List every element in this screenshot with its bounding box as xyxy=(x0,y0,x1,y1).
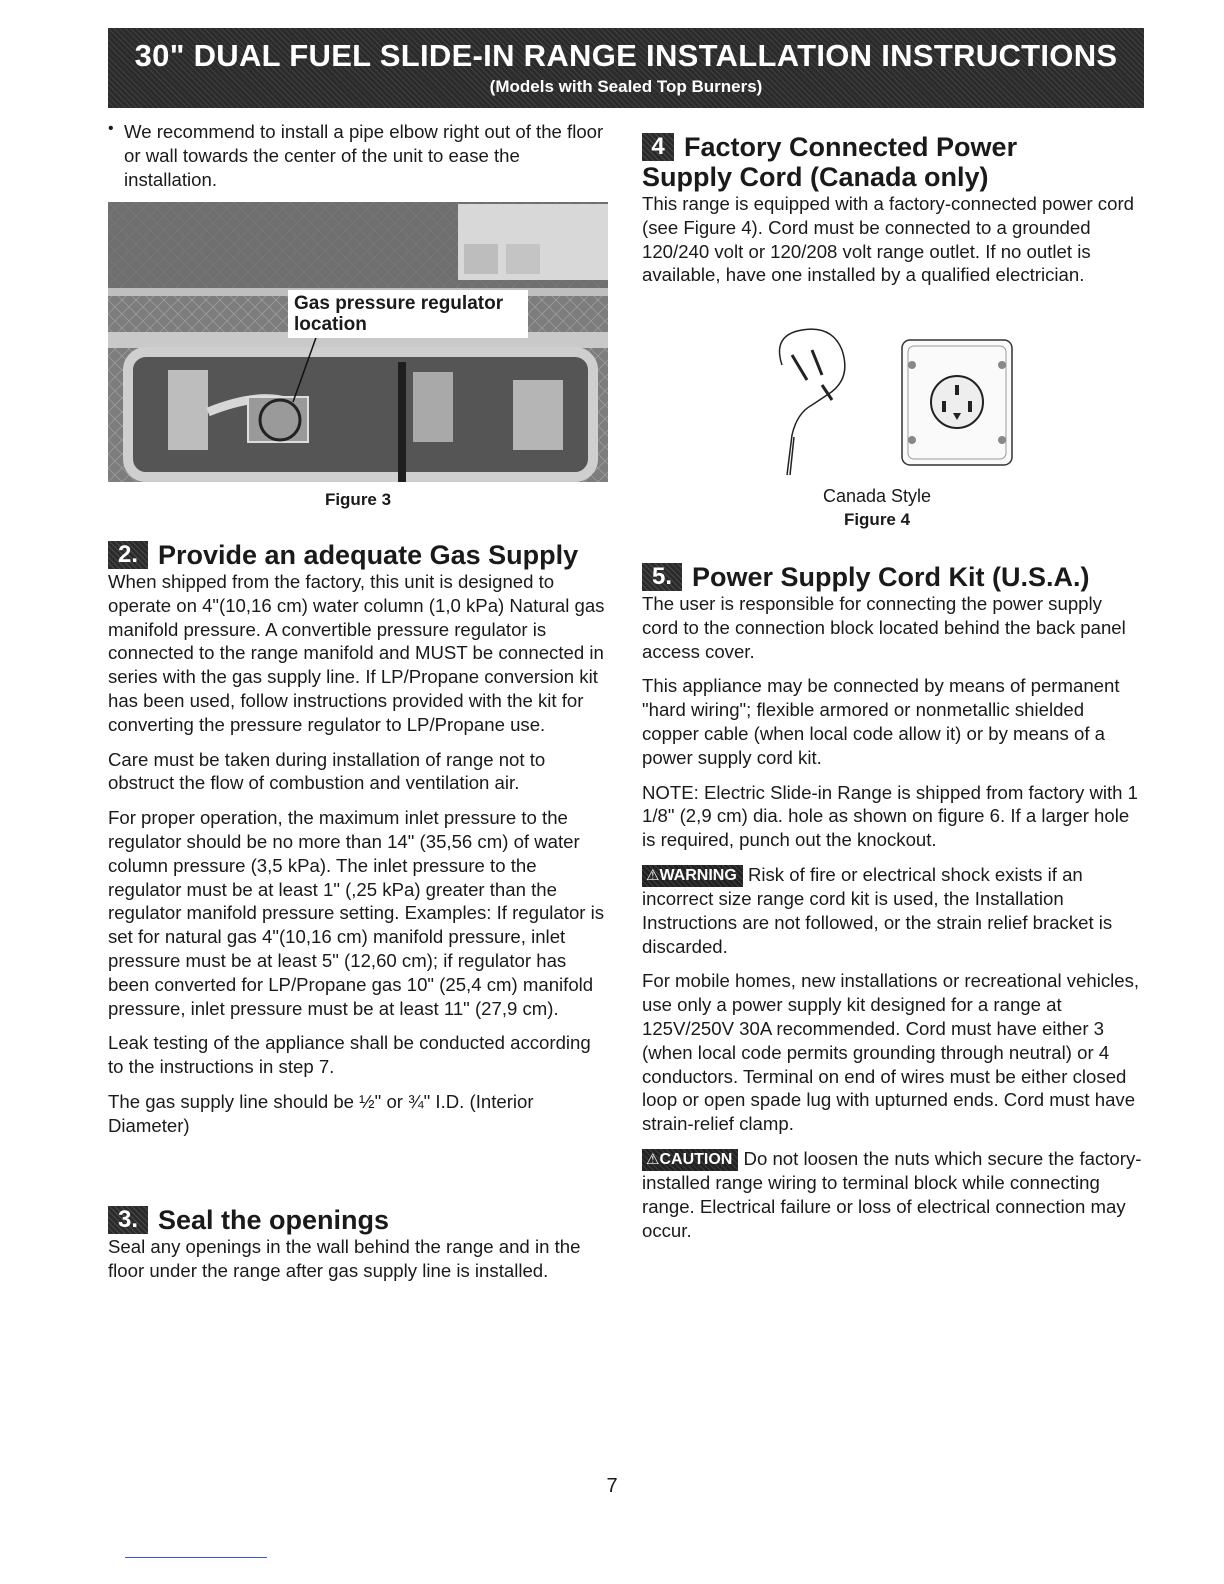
step5-paragraph: For mobile homes, new installations or recreational vehicles, use only a power supply kit designed for a range at 125V/250V 30A recommended. Cord must have either 3 (when local code permits grounding through neutral) or 4 conductors. Terminal on end of wires must be either closed loop or open spade lug with upturned ends. Cord must have strain-relief clamp. xyxy=(642,970,1140,1135)
step4-title-line2: Supply Cord (Canada only) xyxy=(642,162,989,192)
page-number: 7 xyxy=(606,1475,618,1497)
bullet-text: We recommend to install a pipe elbow right out of the floor or wall towards the center of the unit to ease the installation. xyxy=(124,121,604,190)
step5-heading xyxy=(642,562,1142,592)
figure3-photo xyxy=(108,202,608,482)
bullet-dot: • xyxy=(108,120,114,137)
footer-rule xyxy=(125,1557,267,1558)
step5-section xyxy=(642,562,1142,1242)
step5-number: 5. xyxy=(642,563,682,591)
bullet-item xyxy=(108,120,608,191)
figure4-style-label: Canada Style xyxy=(822,486,932,506)
range-underside-illustration xyxy=(108,202,608,482)
warning-text: Risk of fire or electrical shock exists if an incorrect size range cord kit is used, the Installation Instructions are not followed, or the strain relief bracket is discarded. xyxy=(642,863,1113,957)
step2-section xyxy=(108,540,608,1138)
page-subtitle: (Models with Sealed Top Burners) xyxy=(489,77,763,96)
caution-badge xyxy=(642,1149,738,1171)
figure4-illustration xyxy=(752,325,1032,480)
step3-section xyxy=(108,1205,608,1283)
step2-heading xyxy=(108,540,608,570)
step2-number: 2. xyxy=(108,541,148,569)
plug-and-outlet-icon xyxy=(752,325,1032,480)
step4-title-line1: Factory Connected Power xyxy=(684,132,1018,162)
warning-icon: ⚠ xyxy=(646,866,660,884)
step5-paragraph: This appliance may be connected by means of permanent "hard wiring"; flexible armored or nonmetallic shielded copper cable (when local code allow it) or by means of a power supply cord kit. xyxy=(642,675,1120,768)
step4-section xyxy=(642,132,1142,287)
step5-title: Power Supply Cord Kit (U.S.A.) xyxy=(692,562,1090,592)
step4-paragraph: This range is equipped with a factory-connected power cord (see Figure 4). Cord must be connected to a grounded 120/240 volt or 120/208 volt range outlet. If no outlet is available, have one installed by a qualified electrician. xyxy=(642,193,1134,286)
step4-heading-line2 xyxy=(642,162,1142,192)
step4-number: 4 xyxy=(642,133,674,161)
step2-paragraph: Leak testing of the appliance shall be conducted according to the instructions in step 7. xyxy=(108,1032,591,1078)
step2-title: Provide an adequate Gas Supply xyxy=(158,540,579,570)
step5-paragraph: NOTE: Electric Slide-in Range is shipped from factory with 1 1/8" (2,9 cm) dia. hole as shown on figure 6. If a larger hole is required, punch out the knockout. xyxy=(642,781,1139,851)
figure4-caption: Figure 4 xyxy=(843,510,911,529)
warning-badge-label: WARNING xyxy=(659,866,737,884)
page-title: 30" DUAL FUEL SLIDE-IN RANGE INSTALLATION INSTRUCTIONS xyxy=(134,38,1118,73)
step3-heading xyxy=(108,1205,608,1235)
step2-paragraph: When shipped from the factory, this unit is designed to operate on 4"(10,16 cm) water column (1,0 kPa) Natural gas manifold pressure. A convertible pressure regulator is connected to the range manifold and MUST be connected in series with the gas supply line. If LP/Propane conversion kit has been used, follow instructions provided with the kit for converting the pressure regulator to LP/Propane use. xyxy=(108,571,605,735)
figure3-callout-label: Gas pressure regulator location xyxy=(288,290,528,338)
step2-paragraph: For proper operation, the maximum inlet pressure to the regulator should be no more than 14" (35,56 cm) of water column pressure (3,5 kPa). The inlet pressure to the regulator must be at least 1" (,25 kPa) greater than the regulator manifold pressure setting. Examples: If regulator is set for natural gas 4"(10,16 cm) manifold pressure, inlet pressure must be at least 5" (12,60 cm); if regulator has been converted for LP/Propane gas 10" (25,4 cm) manifold pressure, inlet pressure must be at least 11" (27,9 cm). xyxy=(108,807,605,1019)
step4-heading xyxy=(642,132,1142,162)
warning-paragraph xyxy=(642,863,1142,958)
step3-number: 3. xyxy=(108,1206,148,1234)
caution-badge-label: CAUTION xyxy=(659,1150,733,1168)
step2-paragraph: Care must be taken during installation of range not to obstruct the flow of combustion and ventilation air. xyxy=(108,748,546,794)
warning-badge xyxy=(642,865,743,887)
step3-title: Seal the openings xyxy=(158,1205,390,1235)
step3-paragraph: Seal any openings in the wall behind the range and in the floor under the range after gas supply line is installed. xyxy=(108,1236,581,1281)
header-banner xyxy=(108,28,1144,108)
figure3-caption: Figure 3 xyxy=(324,490,392,509)
step2-paragraph: The gas supply line should be ½" or ¾" I.D. (Interior Diameter) xyxy=(108,1090,534,1136)
caution-text: Do not loosen the nuts which secure the factory-installed range wiring to terminal block while connecting range. Electrical failure or loss of electrical connection may occur. xyxy=(642,1147,1142,1241)
caution-paragraph xyxy=(642,1147,1142,1242)
caution-icon: ⚠ xyxy=(646,1150,660,1168)
step5-paragraph: The user is responsible for connecting the power supply cord to the connection block located behind the back panel access cover. xyxy=(642,593,1126,662)
